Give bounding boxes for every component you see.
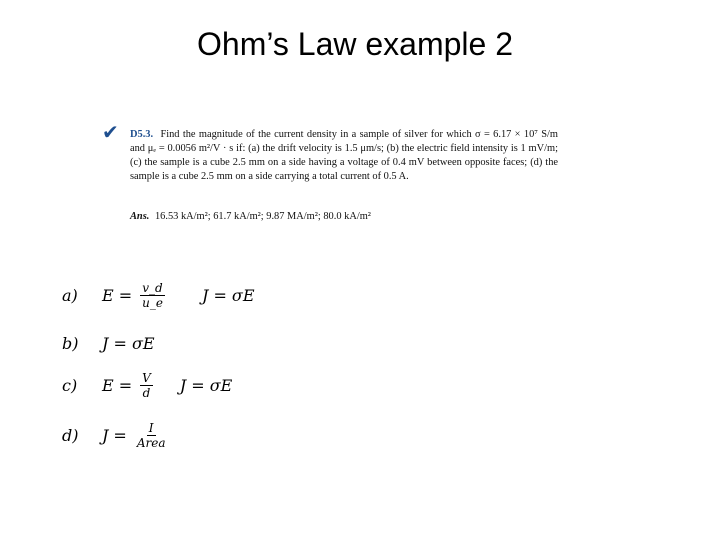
solution-b xyxy=(62,326,155,360)
problem-text: Find the magnitude of the current density in a sample of silver for which σ = 6.17 × 10⁷ S/m and μₑ = 0.0056 m²/V · s if: (a) the drift velocity is 1.5 μm/s; (b) the electric field intensity is 1 mV/m; (c) the sample is a cube 2.5 mm on a side having a voltage of 0.4 mV between opposite faces; (d) the sample is a cube 2.5 mm on a side carrying a total current of 0.5 A. xyxy=(130,129,558,182)
equation-j: J = σE xyxy=(102,333,155,353)
problem-number: D5.3. xyxy=(130,129,154,140)
equation-j-area: J = $\frac{I}{\text{Area}}$ xyxy=(102,420,166,450)
solution-label: c) xyxy=(62,375,78,395)
equation-lhs: E xyxy=(102,375,114,395)
denominator: d xyxy=(142,385,151,400)
equation-j: J = σE xyxy=(201,285,255,305)
equation-lhs: J xyxy=(102,425,109,445)
numerator: I xyxy=(148,420,154,435)
fraction xyxy=(140,281,165,310)
fraction xyxy=(140,371,153,400)
numerator: v_d xyxy=(142,280,163,295)
solution-label: d) xyxy=(62,425,79,445)
problem-statement xyxy=(130,128,558,184)
numerator: V xyxy=(142,370,151,385)
equation-e-drift: E = $\frac{v\_d}{u\_e}$ xyxy=(102,280,163,310)
equation-lhs: E xyxy=(102,285,114,305)
solution-d xyxy=(62,418,171,452)
denominator: Area xyxy=(136,435,166,450)
solution-c xyxy=(62,368,232,402)
equation-e-voltage: E = $\frac{V}{d}$ xyxy=(102,370,151,400)
solution-a xyxy=(62,278,255,312)
answer-label: Ans. xyxy=(130,211,150,222)
slide-title: Ohm’s Law example 2 xyxy=(197,26,513,62)
equation-j: J = σE xyxy=(179,375,233,395)
fraction xyxy=(135,421,168,450)
solution-label: b) xyxy=(62,333,79,353)
denominator: u_e xyxy=(142,295,163,310)
answer-values: 16.53 kA/m²; 61.7 kA/m²; 9.87 MA/m²; 80.0 kA/m² xyxy=(154,211,371,222)
solution-label: a) xyxy=(62,285,78,305)
checkmark-icon: ✔ xyxy=(102,120,119,144)
answer-line xyxy=(130,211,371,222)
